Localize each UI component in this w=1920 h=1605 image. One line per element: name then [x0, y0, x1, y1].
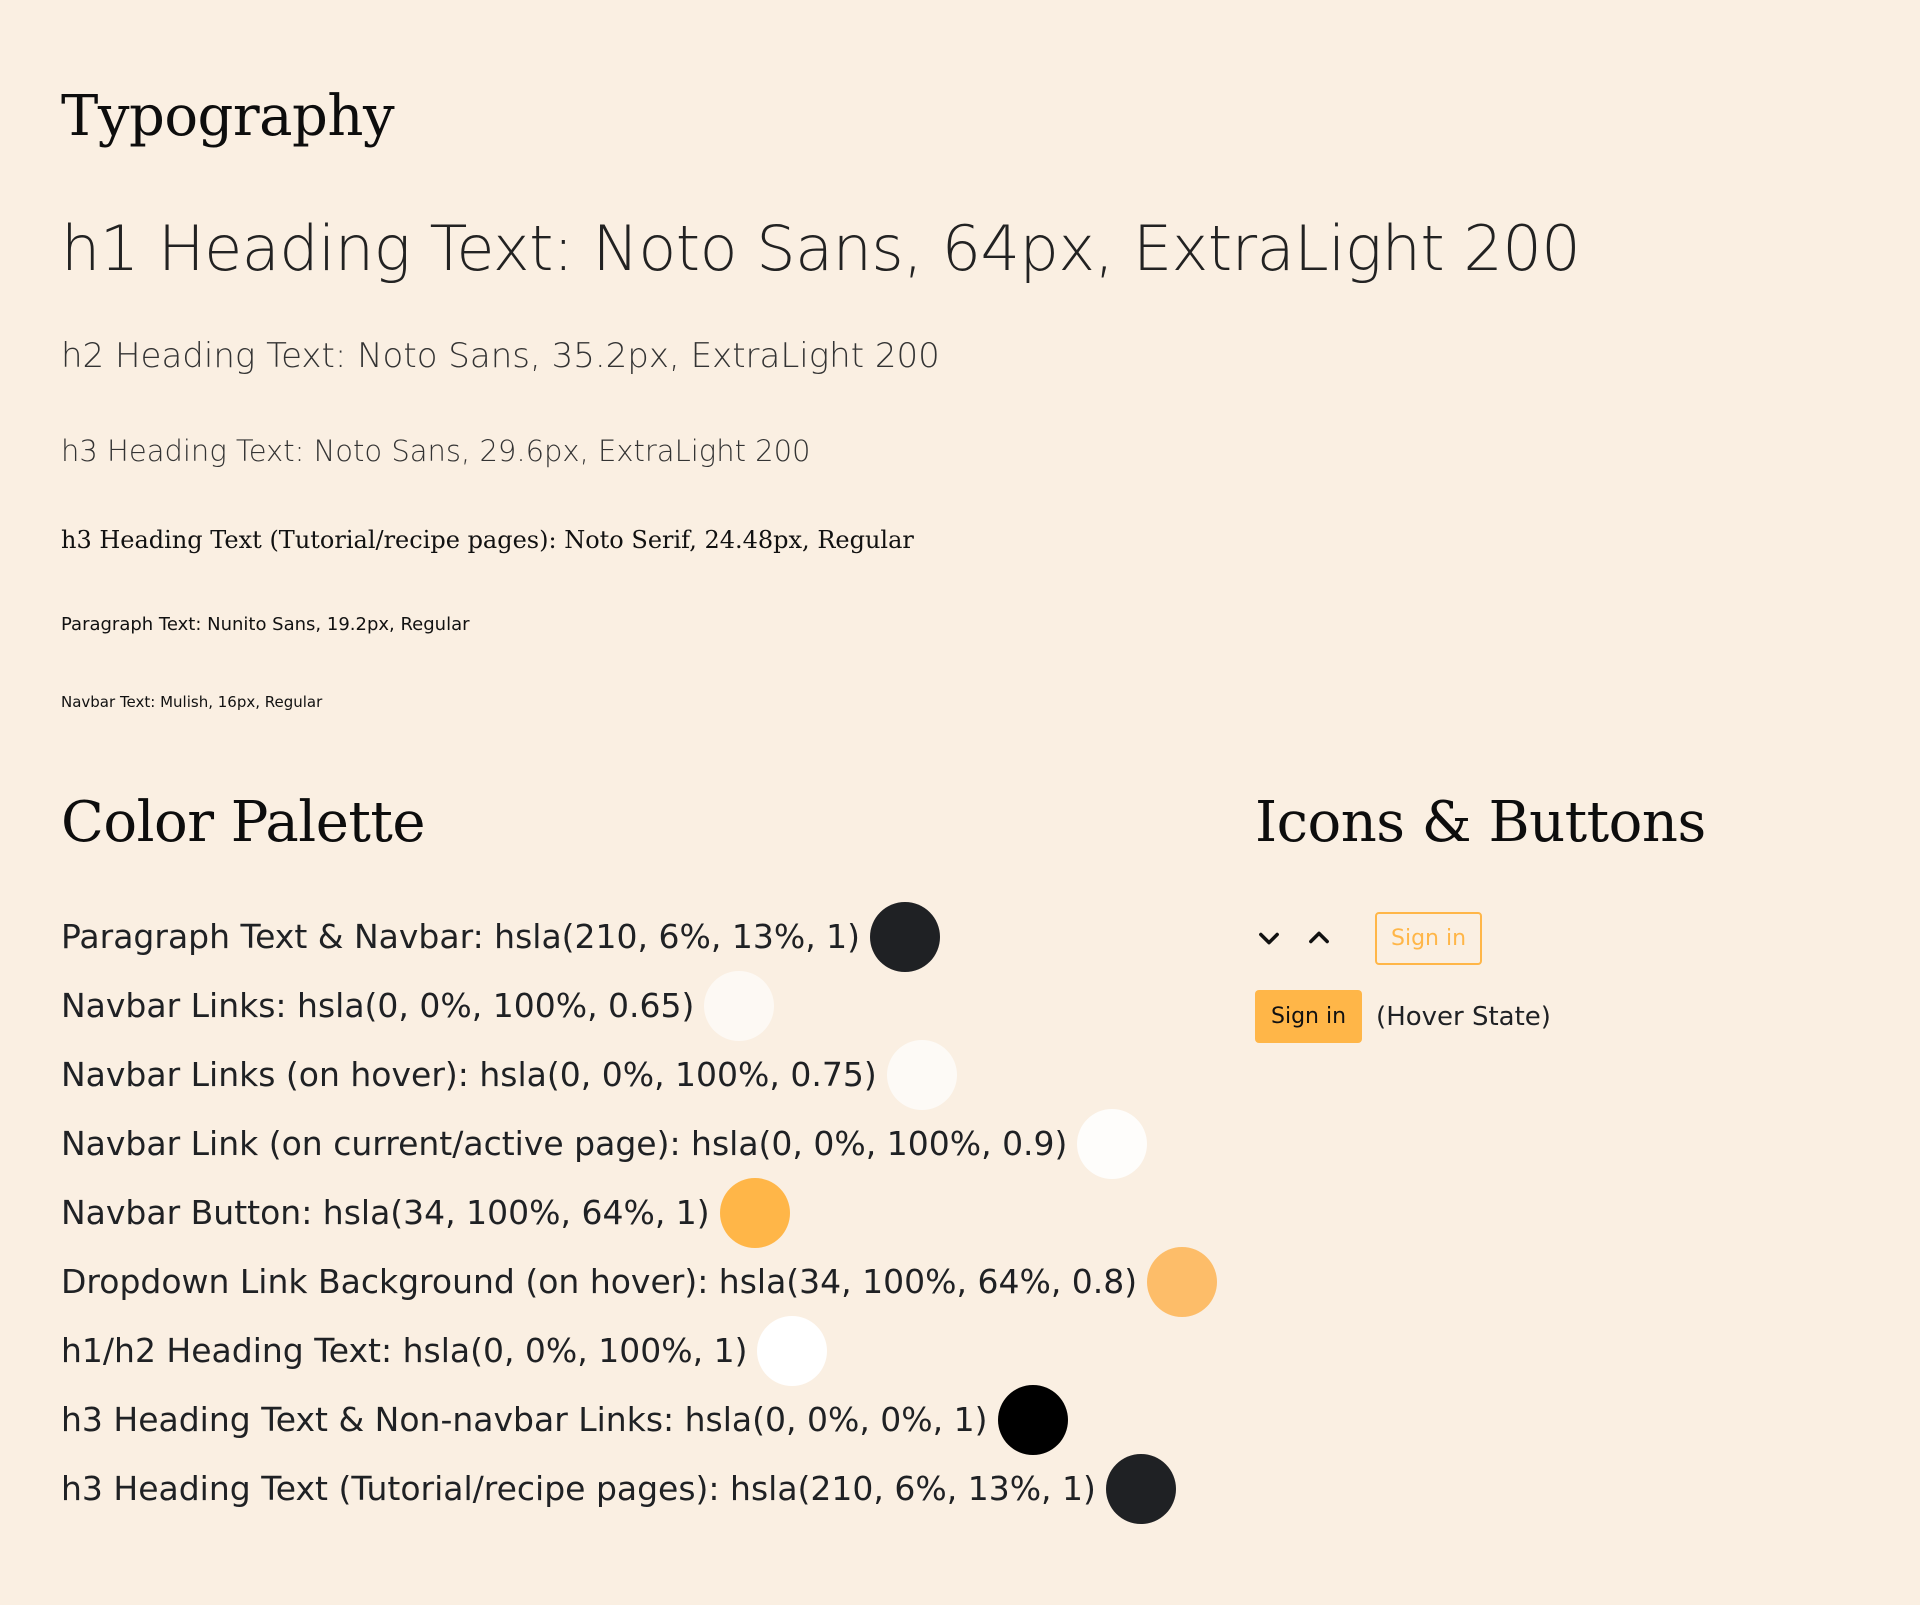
palette-row: [61, 1385, 1217, 1454]
palette-label: Navbar Links: hsla(0, 0%, 100%, 0.65): [61, 986, 695, 1025]
color-swatch: [720, 1178, 790, 1248]
icons-buttons-area: [1255, 910, 1551, 1043]
color-palette-list: [61, 902, 1217, 1523]
palette-row: [61, 1316, 1217, 1385]
palette-label: h3 Heading Text (Tutorial/recipe pages): hsla(210, 6%, 13%, 1): [61, 1469, 1096, 1508]
icon-row: [1255, 910, 1551, 966]
palette-row: [61, 902, 1217, 971]
h3-serif-sample-text: h3 Heading Text (Tutorial/recipe pages): Noto Serif, 24.48px, Regular: [61, 526, 914, 554]
paragraph-sample-text: Paragraph Text: Nunito Sans, 19.2px, Regular: [61, 614, 470, 635]
chevron-up-icon[interactable]: [1305, 924, 1333, 952]
palette-label: Navbar Link (on current/active page): hsla(0, 0%, 100%, 0.9): [61, 1124, 1068, 1163]
palette-label: Navbar Button: hsla(34, 100%, 64%, 1): [61, 1193, 710, 1232]
h3-sample-text: h3 Heading Text: Noto Sans, 29.6px, ExtraLight 200: [61, 434, 811, 468]
palette-row: [61, 1247, 1217, 1316]
typography-title: Typography: [61, 84, 395, 149]
color-swatch: [1077, 1109, 1147, 1179]
sign-in-button-hover[interactable]: Sign in: [1255, 990, 1362, 1043]
palette-label: h3 Heading Text & Non-navbar Links: hsla(0, 0%, 0%, 1): [61, 1400, 988, 1439]
chevron-down-icon[interactable]: [1255, 924, 1283, 952]
color-swatch: [870, 902, 940, 972]
palette-row: [61, 1109, 1217, 1178]
color-swatch: [887, 1040, 957, 1110]
hover-state-label: (Hover State): [1376, 1001, 1551, 1032]
palette-label: Paragraph Text & Navbar: hsla(210, 6%, 13%, 1): [61, 917, 861, 956]
palette-label: h1/h2 Heading Text: hsla(0, 0%, 100%, 1): [61, 1331, 748, 1370]
palette-label: Navbar Links (on hover): hsla(0, 0%, 100%, 0.75): [61, 1055, 877, 1094]
color-swatch: [998, 1385, 1068, 1455]
sign-in-button[interactable]: Sign in: [1375, 912, 1482, 965]
h1-sample-text: h1 Heading Text: Noto Sans, 64px, ExtraLight 200: [61, 212, 1581, 285]
color-swatch: [1106, 1454, 1176, 1524]
palette-row: [61, 1040, 1217, 1109]
color-swatch: [1147, 1247, 1217, 1317]
color-swatch: [704, 971, 774, 1041]
palette-label: Dropdown Link Background (on hover): hsla(34, 100%, 64%, 0.8): [61, 1262, 1138, 1301]
color-swatch: [757, 1316, 827, 1386]
hover-state-row: [1255, 990, 1551, 1043]
palette-row: [61, 1178, 1217, 1247]
h2-sample-text: h2 Heading Text: Noto Sans, 35.2px, ExtraLight 200: [61, 336, 940, 376]
palette-row: [61, 971, 1217, 1040]
icons-buttons-title: Icons & Buttons: [1255, 790, 1706, 855]
color-palette-title: Color Palette: [61, 790, 426, 855]
palette-row: [61, 1454, 1217, 1523]
navbar-sample-text: Navbar Text: Mulish, 16px, Regular: [61, 693, 323, 711]
